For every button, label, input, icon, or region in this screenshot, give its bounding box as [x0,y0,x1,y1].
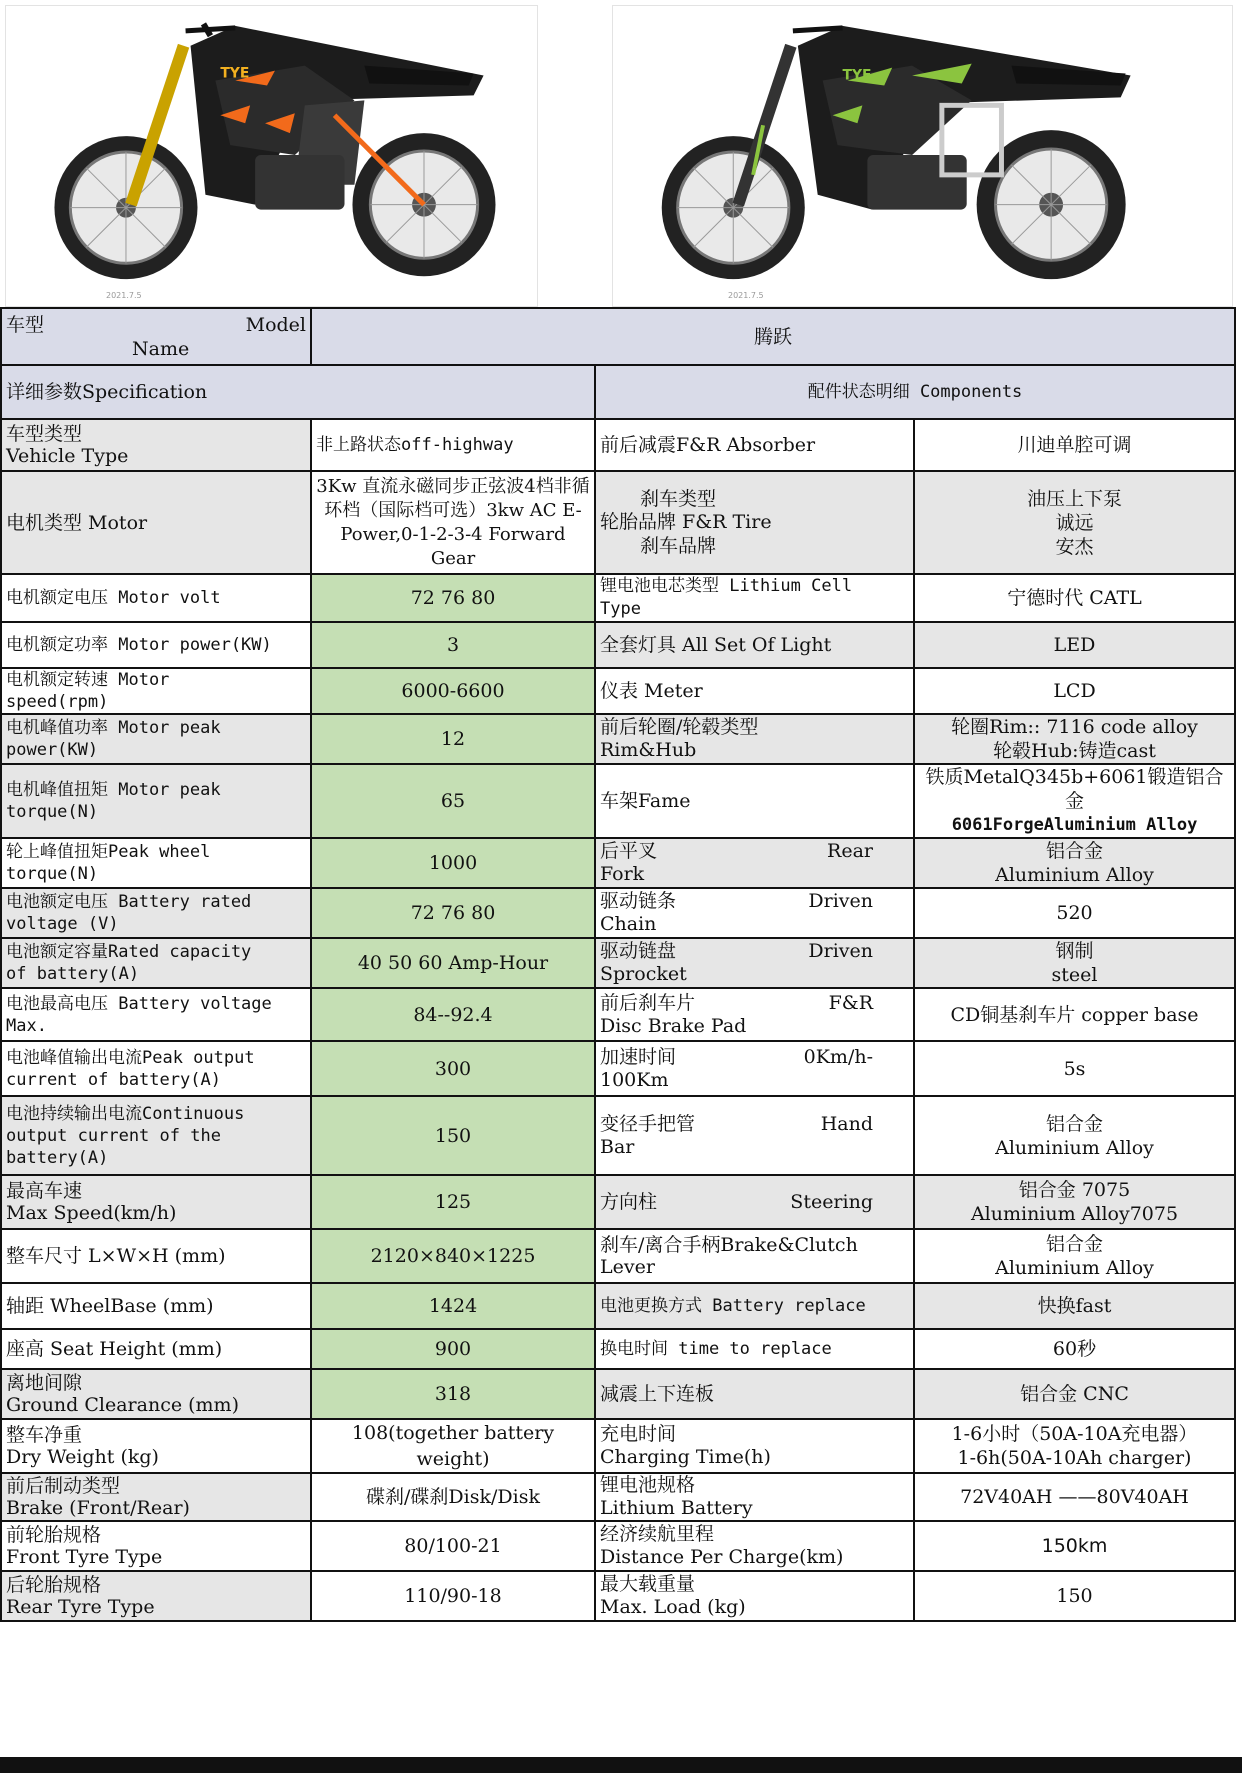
spec-row [1,419,1235,471]
spec-label-line: battery(A) [6,1147,109,1168]
component-value-line: 1-6h(50A-10Ah charger) [957,1447,1192,1469]
bike-photo-orange [5,5,538,307]
component-value-line: CD铜基刹车片 copper base [950,1003,1199,1026]
component-label-line: Bar [600,1135,635,1158]
spec-label [1,888,311,938]
component-label-line: 轮胎品牌 F&R Tire [600,510,772,533]
spec-label-line: 电池最高电压 Battery voltage [6,993,272,1014]
spec-label [1,419,311,471]
component-value-line: 轮圈Rim:: 7116 code alloy [951,716,1198,738]
spec-value: 80/100-21 [311,1521,595,1571]
component-value [914,1329,1235,1369]
component-label [595,714,914,764]
component-value-line: 铝合金 [1046,840,1104,862]
spec-value: 318 [311,1369,595,1419]
component-value [914,622,1235,668]
component-label-line: 驱动链盘 [600,940,677,962]
component-value-line: 铝合金 7075 [1018,1179,1131,1201]
component-label-line: 全套灯具 All Set Of Light [600,634,832,656]
specification-table [0,307,1236,1622]
component-label-line: Chain [600,913,657,935]
component-value-line: 铝合金 [1046,1233,1104,1255]
component-label-line: Disc Brake Pad [600,1014,747,1037]
spec-value: 65 [311,764,595,838]
component-value-line: 60秒 [1052,1338,1097,1360]
component-label [595,1473,914,1521]
component-value-line: 520 [1056,902,1093,924]
spec-label [1,1096,311,1175]
component-value-line: 油压上下泵 [1027,487,1123,510]
component-label [595,764,914,838]
component-label-line: 锂电池规格 [600,1474,696,1496]
bottom-border-band [0,1757,1242,1773]
component-label-line: Rim&Hub [600,739,697,761]
spec-value: 3Kw 直流永磁同步正弦波4档非循环档（国际档可选）3kw AC E-Power,0-1-2-3-4 Forward Gear [311,471,595,574]
component-label-line: 前后刹车片 [600,991,696,1014]
component-value-line: 诚远 [1055,511,1094,534]
spec-label-line: 电机额定转速 Motor [6,670,170,690]
spec-label [1,622,311,668]
component-value-line: 150 [1056,1585,1093,1607]
spec-label-line: torque(N) [6,864,99,884]
component-value [914,1571,1235,1621]
component-value-line: Aluminium Alloy [995,864,1154,886]
spec-row [1,668,1235,714]
bike-photo-green [612,5,1233,307]
spec-value: 72 76 80 [311,574,595,622]
component-value [914,1041,1235,1096]
component-value [914,1473,1235,1521]
spec-label [1,668,311,714]
component-label-suffix: 0Km/h- [803,1045,873,1068]
component-label-line: 刹车类型 [640,487,717,510]
spec-row [1,1473,1235,1521]
component-label [595,1229,914,1283]
component-label [595,668,914,714]
spec-label-line: 电机峰值功率 Motor peak [6,718,221,738]
spec-label-line: 电池峰值输出电流Peak output [6,1047,255,1068]
component-label [595,471,914,574]
spec-label [1,471,311,574]
spec-label [1,1329,311,1369]
spec-value: 1000 [311,838,595,888]
spec-value: 6000-6600 [311,668,595,714]
green-dirt-bike-image [613,6,1232,306]
component-label-suffix: F&R [828,991,873,1014]
spec-label [1,1419,311,1473]
spec-label-line: speed(rpm) [6,692,109,712]
spec-label-line: 离地间隙 [6,1372,83,1394]
spec-label [1,1229,311,1283]
component-value-line: 铝合金 CNC [1020,1383,1129,1405]
component-value-line: steel [1051,964,1098,986]
component-label-suffix: Hand [820,1112,873,1135]
component-value-line: 铝合金 [1046,1112,1104,1135]
spec-label-line: Max. [6,1015,47,1036]
component-value-line: 5s [1063,1057,1086,1080]
spec-label-line: Front Tyre Type [6,1546,163,1568]
component-label [595,1175,914,1229]
component-label-line: 锂电池电芯类型 Lithium Cell [600,576,853,596]
spec-label-line: 车型类型 [6,423,83,445]
component-label-line: 刹车/离合手柄Brake&Clutch Lever [600,1234,858,1278]
spec-value: 40 50 60 Amp-Hour [311,938,595,988]
component-label-line: 变径手把管 [600,1112,696,1135]
component-label-line: 后平叉 [600,840,658,862]
component-label-line: 电池更换方式 Battery replace [600,1296,866,1316]
spec-row [1,838,1235,888]
component-label-line: 车架Fame [600,790,691,812]
spec-label-line: 前后制动类型 [6,1475,121,1497]
component-value-line: 钢制 [1055,940,1094,962]
components-section-title: 配件状态明细 Components [595,365,1235,419]
spec-label-line: current of battery(A) [6,1069,221,1090]
spec-row [1,1283,1235,1329]
spec-row [1,1329,1235,1369]
model-value: 腾跃 [311,308,1235,365]
spec-label-line: Ground Clearance (mm) [6,1394,239,1416]
component-value-line: 宁德时代 CATL [1007,587,1142,609]
component-label-line: 仪表 Meter [600,680,703,702]
component-value [914,1521,1235,1571]
spec-row [1,714,1235,764]
model-en-label: Model [245,313,306,336]
spec-value: 1424 [311,1283,595,1329]
component-value-line: 150km [1041,1535,1108,1557]
component-label-line: 驱动链条 [600,890,677,912]
spec-row [1,1041,1235,1096]
component-label [595,1329,914,1369]
spec-value: 2120×840×1225 [311,1229,595,1283]
spec-label-line: Max Speed(km/h) [6,1202,177,1224]
component-label-line: 经济续航里程 [600,1523,715,1545]
spec-label [1,764,311,838]
spec-row [1,1521,1235,1571]
component-label-line: 100Km [600,1068,669,1091]
spec-label-line: 轮上峰值扭矩Peak wheel [6,842,211,862]
spec-label-line: Dry Weight (kg) [6,1446,159,1468]
component-value-line: 快换fast [1037,1295,1112,1317]
svg-text:TYE: TYE [220,65,250,82]
component-value [914,938,1235,988]
model-cn-label: 车型 [6,313,45,336]
component-label-line: Lithium Battery [600,1497,753,1519]
component-value [914,1229,1235,1283]
component-label [595,622,914,668]
spec-label-line: power(KW) [6,740,99,760]
spec-section-title: 详细参数Specification [1,365,595,419]
component-value-line: 6061ForgeAluminium Alloy [951,815,1198,835]
component-label [595,1419,914,1473]
component-label-line: 前后减震F&R Absorber [600,434,816,456]
spec-label-line: 轴距 WheelBase (mm) [6,1295,214,1317]
component-label [595,888,914,938]
spec-label [1,1283,311,1329]
component-value [914,574,1235,622]
spec-value: 12 [311,714,595,764]
component-value [914,1283,1235,1329]
component-value [914,714,1235,764]
spec-label-line: 前轮胎规格 [6,1524,102,1546]
spec-value: 125 [311,1175,595,1229]
spec-row [1,1419,1235,1473]
spec-label-line: 电池额定容量Rated capacity [6,942,252,962]
spec-label-line: 电机额定功率 Motor power(KW) [6,635,272,655]
model-row [1,308,1235,365]
name-en-label: Name [132,337,190,360]
component-label [595,938,914,988]
spec-value: 300 [311,1041,595,1096]
spec-label [1,574,311,622]
component-label [595,838,914,888]
component-label [595,419,914,471]
svg-text:TYE: TYE [842,67,872,84]
spec-label [1,1369,311,1419]
component-label [595,1369,914,1419]
component-label-line: 刹车品牌 [640,534,717,557]
spec-table-body [1,419,1235,1621]
component-value [914,764,1235,838]
photo-date-left: 2021.7.5 [106,291,142,300]
spec-row [1,1175,1235,1229]
spec-label-line: output current of the [6,1125,221,1146]
component-value-line: Aluminium Alloy [995,1136,1154,1159]
spec-row [1,574,1235,622]
component-value-line: LED [1053,634,1096,656]
component-value-line: LCD [1053,680,1096,702]
spec-label [1,1521,311,1571]
component-label-suffix: Driven [808,890,873,912]
spec-label-line: 电池持续输出电流Continuous [6,1103,245,1124]
component-value [914,838,1235,888]
spec-value: 900 [311,1329,595,1369]
spec-label-line: Brake (Front/Rear) [6,1497,190,1519]
component-label [595,988,914,1041]
component-label-line: 换电时间 time to replace [600,1339,832,1359]
component-label [595,1283,914,1329]
component-label-line: 最大载重量 [600,1573,696,1595]
component-label-line: Sprocket [600,963,687,985]
spec-label-line: 后轮胎规格 [6,1574,102,1596]
spec-label-line: Rear Tyre Type [6,1596,155,1618]
spec-label [1,714,311,764]
spec-row [1,988,1235,1041]
spec-value: 非上路状态off-highway [311,419,595,471]
component-value [914,419,1235,471]
component-value [914,1175,1235,1229]
component-label [595,1521,914,1571]
photo-date-right: 2021.7.5 [728,291,764,300]
component-label [595,1571,914,1621]
component-value [914,668,1235,714]
spec-value: 72 76 80 [311,888,595,938]
section-header-row [1,365,1235,419]
component-value-line: 安杰 [1055,535,1094,558]
spec-row [1,622,1235,668]
component-value [914,1096,1235,1175]
component-label-line: 加速时间 [600,1045,677,1068]
component-label [595,1096,914,1175]
component-value-line: 轮毂Hub:铸造cast [993,740,1156,762]
component-label-line: 减震上下连板 [600,1383,715,1405]
spec-label [1,1571,311,1621]
spec-row [1,471,1235,574]
spec-label [1,838,311,888]
component-label-line: 前后轮圈/轮毂类型 [600,716,759,738]
component-value [914,888,1235,938]
spec-label-line: 电机峰值扭矩 Motor peak [6,780,221,800]
spec-value: 3 [311,622,595,668]
spec-value: 108(together battery weight) [311,1419,595,1473]
model-name-label [1,308,311,365]
component-label-line: Fork [600,863,645,885]
component-label-line: Type [600,599,641,619]
component-label-suffix: Driven [808,940,873,962]
component-label [595,574,914,622]
spec-row [1,1096,1235,1175]
spec-label-line: 最高车速 [6,1180,83,1202]
component-label [595,1041,914,1096]
spec-row [1,1229,1235,1283]
spec-value: 84--92.4 [311,988,595,1041]
component-value [914,1369,1235,1419]
orange-dirt-bike-image [6,6,537,306]
spec-row [1,1369,1235,1419]
spec-label-line: Vehicle Type [6,445,129,467]
spec-row [1,1571,1235,1621]
spec-row [1,938,1235,988]
spec-label-line: 整车尺寸 L×W×H (mm) [6,1245,226,1267]
spec-label [1,938,311,988]
component-value-line: 铁质MetalQ345b+6061锻造铝合金 [925,766,1224,812]
spec-row [1,888,1235,938]
spec-label [1,1041,311,1096]
spec-row [1,764,1235,838]
spec-label [1,1473,311,1521]
spec-label-line: 电机类型 Motor [6,511,148,534]
spec-label-line: voltage (V) [6,914,119,934]
spec-label-line: 座高 Seat Height (mm) [6,1338,223,1360]
component-label-suffix: Steering [790,1191,873,1213]
component-label-line: 充电时间 [600,1423,677,1445]
spec-label-line: 整车净重 [6,1424,83,1446]
spec-value: 110/90-18 [311,1571,595,1621]
component-label-line: Max. Load (kg) [600,1596,746,1618]
spec-label-line: 电机额定电压 Motor volt [6,588,221,608]
component-value-line: Aluminium Alloy7075 [970,1203,1179,1225]
component-value-line: Aluminium Alloy [995,1257,1154,1279]
component-label-line: Distance Per Charge(km) [600,1546,844,1568]
component-label-line: 方向柱 [600,1191,658,1213]
component-value-line: 1-6小时（50A-10A充电器） [951,1423,1198,1445]
component-value-line: 川迪单腔可调 [1017,434,1132,456]
component-label-suffix: Rear [827,840,873,862]
spec-label-line: of battery(A) [6,964,140,984]
component-value [914,1419,1235,1473]
component-value-line: 72V40AH ——80V40AH [960,1486,1189,1508]
spec-label-line: 电池额定电压 Battery rated [6,892,252,912]
spec-label-line: torque(N) [6,802,99,822]
component-label-line: Charging Time(h) [600,1446,771,1468]
spec-value: 碟刹/碟刹Disk/Disk [311,1473,595,1521]
spec-label [1,1175,311,1229]
component-value [914,988,1235,1041]
component-value [914,471,1235,574]
spec-label [1,988,311,1041]
spec-value: 150 [311,1096,595,1175]
